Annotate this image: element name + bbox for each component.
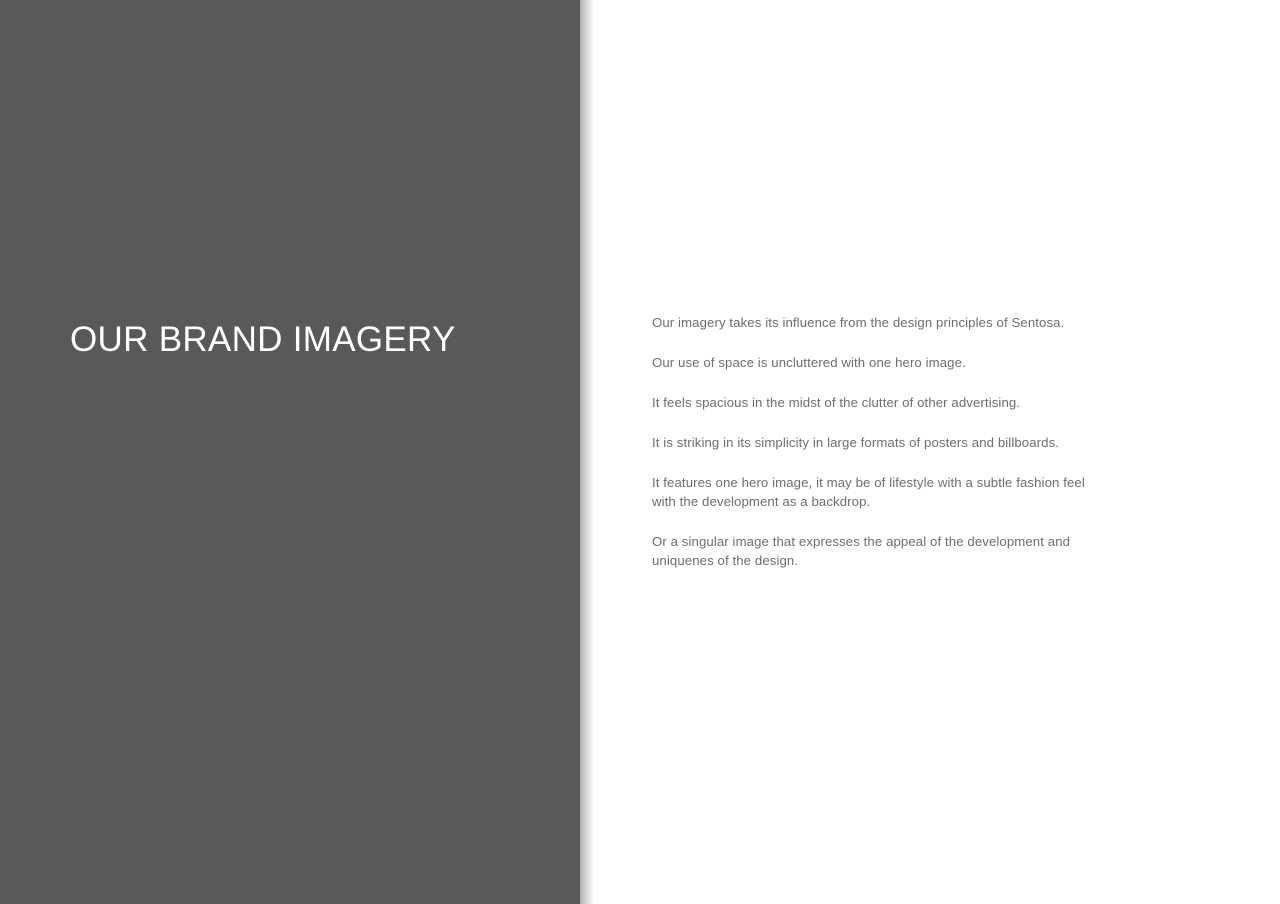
body-paragraph: Our use of space is uncluttered with one hero image. <box>652 355 966 370</box>
body-paragraph: Our imagery takes its influence from the design principles of Sentosa. <box>652 315 1065 330</box>
body-paragraph: Or a singular image that expresses the appeal of the development and uniquenes of the design. <box>652 534 1071 568</box>
body-paragraph: It features one hero image, it may be of lifestyle with a subtle fashion feel with the development as a backdrop. <box>652 475 1085 509</box>
panel-edge-shadow <box>580 0 594 904</box>
page-title: OUR BRAND IMAGERY <box>70 320 456 359</box>
body-paragraph: It is striking in its simplicity in large formats of posters and billboards. <box>652 435 1060 450</box>
body-copy-block <box>652 313 1098 570</box>
body-paragraph: It feels spacious in the midst of the clutter of other advertising. <box>652 395 1021 410</box>
right-content-panel <box>594 0 1280 904</box>
left-color-panel <box>0 0 580 904</box>
